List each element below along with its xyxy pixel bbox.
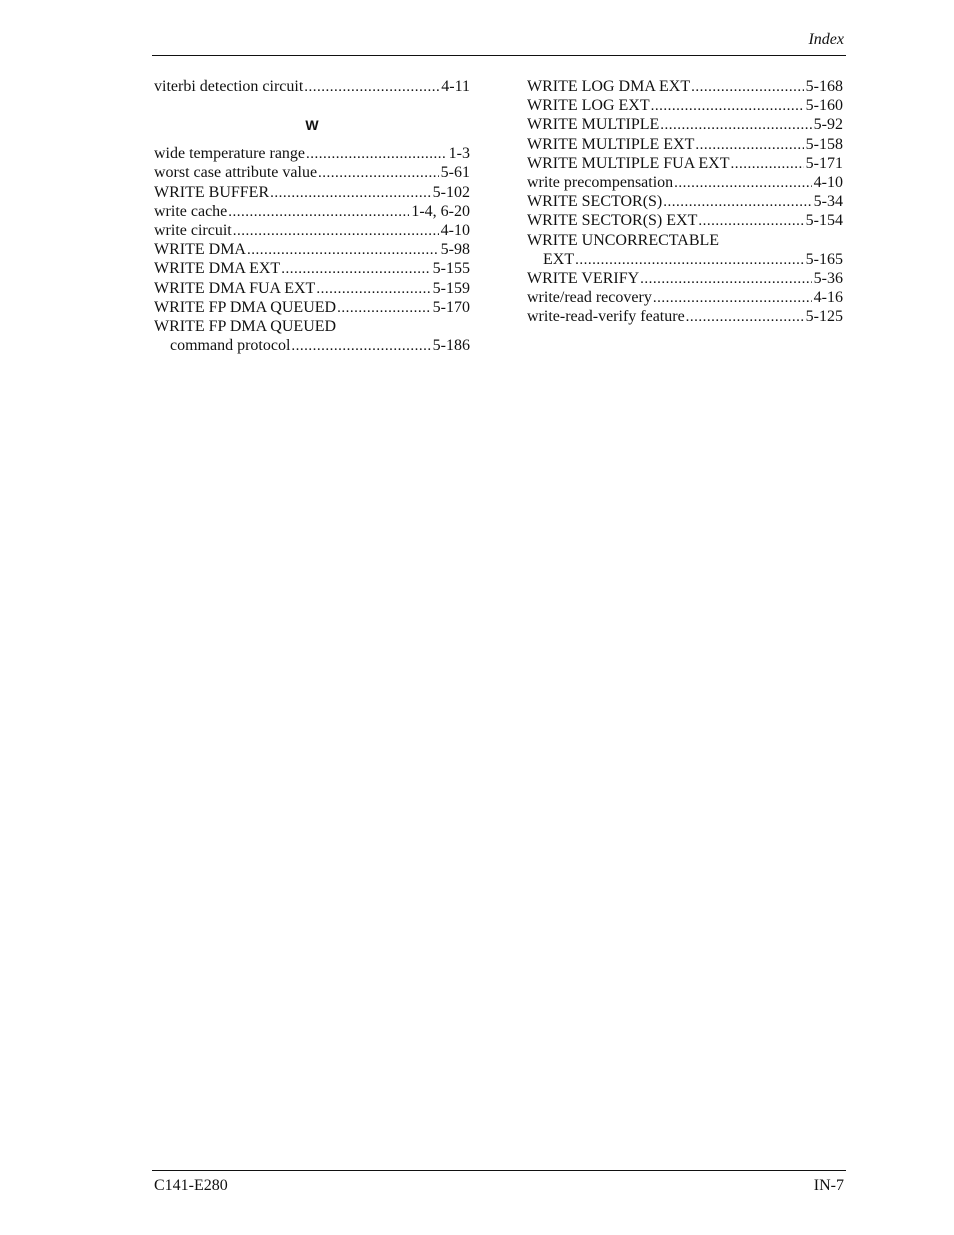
header-rule — [152, 55, 846, 56]
index-term: worst case attribute value — [154, 164, 318, 182]
index-page-ref: 5-186 — [432, 337, 470, 355]
index-term: WRITE LOG DMA EXT — [527, 78, 691, 95]
index-subterm: command protocol — [170, 337, 291, 355]
index-term: WRITE MULTIPLE — [527, 116, 660, 134]
index-term: WRITE VERIFY — [527, 269, 640, 287]
index-entry — [527, 269, 843, 288]
index-page-ref: 5-168 — [805, 78, 843, 95]
index-term: viterbi detection circuit — [154, 78, 304, 95]
index-page-ref: 5-154 — [805, 212, 843, 230]
index-term: WRITE MULTIPLE FUA EXT — [527, 154, 730, 172]
dot-leader — [640, 270, 812, 289]
index-term: write/read recovery — [527, 289, 652, 307]
footer-doc-number: C141-E280 — [154, 1177, 228, 1194]
dot-leader — [316, 280, 430, 299]
index-term: WRITE MULTIPLE EXT — [527, 135, 695, 153]
dot-leader — [318, 164, 439, 183]
dot-leader — [660, 116, 811, 135]
index-term: WRITE SECTOR(S) — [527, 193, 663, 211]
dot-leader — [247, 241, 439, 260]
index-entry — [527, 307, 843, 326]
index-page-ref: 5-170 — [432, 298, 470, 316]
index-entry — [154, 202, 470, 221]
index-term: WRITE DMA EXT — [154, 260, 281, 278]
index-entry — [154, 221, 470, 240]
index-entry — [154, 163, 470, 182]
index-term: WRITE SECTOR(S) EXT — [527, 212, 698, 230]
dot-leader — [695, 136, 803, 155]
index-entry — [154, 279, 470, 298]
dot-leader — [575, 251, 804, 270]
index-entry — [154, 183, 470, 202]
index-entry — [154, 240, 470, 259]
index-entry — [527, 288, 843, 307]
dot-leader — [663, 193, 811, 212]
dot-leader — [306, 145, 447, 164]
index-page-ref: 5-155 — [432, 260, 470, 278]
dot-leader — [291, 337, 430, 356]
index-subentry — [154, 336, 470, 355]
index-page-ref: 5-92 — [813, 116, 843, 134]
dot-leader — [651, 97, 804, 116]
index-page-ref: 5-34 — [813, 193, 843, 211]
index-column-right — [527, 77, 843, 326]
index-term: WRITE FP DMA QUEUED — [154, 298, 337, 316]
footer-rule — [152, 1170, 846, 1171]
index-term: write cache — [154, 202, 228, 220]
index-entry — [527, 211, 843, 230]
index-entry — [527, 173, 843, 192]
dot-leader — [691, 78, 804, 97]
index-entry — [527, 115, 843, 134]
dot-leader — [270, 184, 431, 203]
index-entry — [154, 259, 470, 278]
index-entry — [527, 96, 843, 115]
dot-leader — [228, 203, 409, 222]
index-entry — [154, 77, 470, 96]
footer-page-number: IN-7 — [813, 1177, 844, 1194]
index-term: WRITE LOG EXT — [527, 97, 650, 115]
index-page-ref: 5-102 — [432, 183, 470, 201]
dot-leader — [337, 299, 431, 318]
dot-leader — [698, 212, 803, 231]
index-column-left — [154, 77, 470, 355]
dot-leader — [233, 222, 439, 241]
index-page-ref: 5-165 — [805, 250, 843, 268]
index-entry — [527, 77, 843, 96]
index-page-ref: 5-158 — [805, 135, 843, 153]
index-page-ref: 4-11 — [441, 78, 470, 95]
index-entry — [154, 298, 470, 317]
index-term: wide temperature range — [154, 145, 306, 163]
index-term: WRITE DMA — [154, 241, 246, 259]
index-page-ref: 4-16 — [813, 289, 843, 307]
running-header-title: Index — [808, 31, 844, 48]
dot-leader — [281, 260, 430, 279]
index-term: write circuit — [154, 221, 232, 239]
dot-leader — [674, 174, 812, 193]
index-subentry — [527, 250, 843, 269]
index-entry — [527, 135, 843, 154]
index-page-ref: 1-4, 6-20 — [411, 202, 470, 220]
index-term: WRITE BUFFER — [154, 183, 270, 201]
dot-leader — [686, 308, 804, 327]
index-page-ref: 4-10 — [813, 173, 843, 191]
index-term: WRITE DMA FUA EXT — [154, 279, 316, 297]
index-page-ref: 5-61 — [440, 164, 470, 182]
index-page-ref: 5-171 — [805, 154, 843, 172]
index-page-ref: 4-10 — [440, 221, 470, 239]
index-page-ref: 5-160 — [805, 97, 843, 115]
dot-leader — [304, 78, 439, 97]
index-subterm: EXT — [543, 250, 575, 268]
index-entry — [527, 192, 843, 211]
index-page-ref: 5-125 — [805, 308, 843, 326]
index-term: write-read-verify feature — [527, 308, 685, 326]
index-entry-heading: WRITE UNCORRECTABLE — [527, 231, 720, 249]
index-entry — [154, 144, 470, 163]
index-page-ref: 1-3 — [448, 145, 470, 163]
dot-leader — [731, 155, 804, 174]
section-letter-heading: W — [305, 117, 319, 134]
index-page-ref: 5-159 — [432, 279, 470, 297]
index-entry-heading: WRITE FP DMA QUEUED — [154, 317, 337, 335]
index-page-ref: 5-36 — [813, 269, 843, 287]
index-page-ref: 5-98 — [440, 241, 470, 259]
dot-leader — [653, 289, 812, 308]
index-entry — [527, 154, 843, 173]
index-term: write precompensation — [527, 173, 674, 191]
